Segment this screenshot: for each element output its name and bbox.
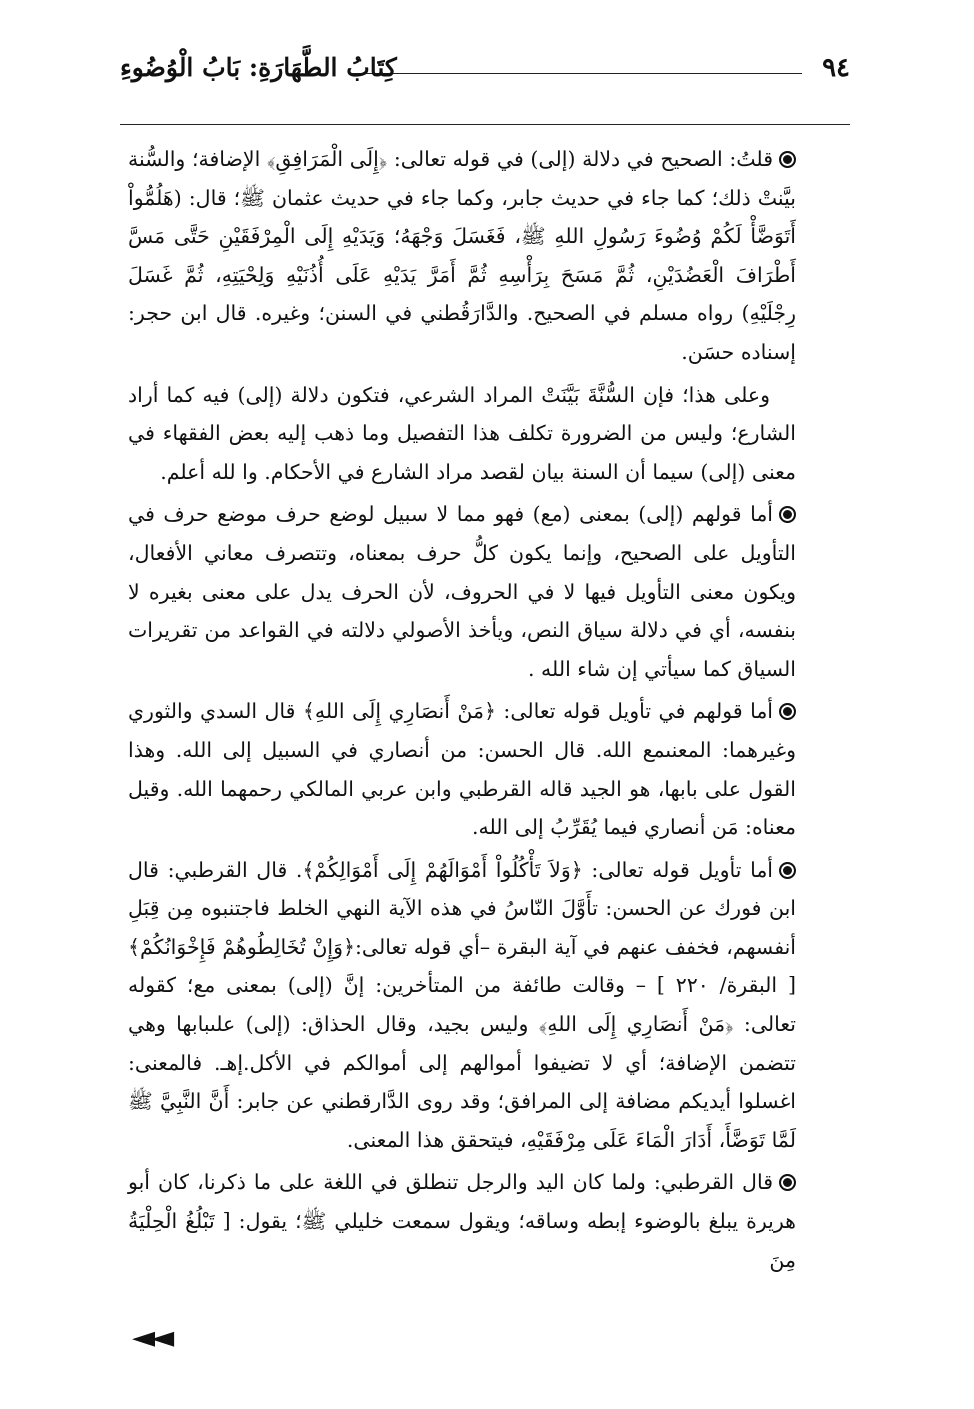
- running-title: كِتَابُ الطَّهَارَةِ: بَابُ الْوُضُوءِ: [120, 53, 397, 82]
- top-divider: [120, 124, 850, 125]
- paragraph-text: قال القرطبي: ولما كان اليد والرجل تنطلق في اللغة على ما ذكرنا، كان أبو هريرة يبلغ بالوضوء إبطه وساقه؛ ويقول سمعت خليلي ﷺ؛ يقول: [ تَبْلُغُ الْحِلْيَةُ مِنَ: [128, 1170, 796, 1272]
- paragraph: [128, 851, 796, 1160]
- bullet-icon: [779, 862, 796, 879]
- page-number: ٩٤: [822, 53, 850, 83]
- main-text: [128, 140, 796, 1283]
- bullet-icon: [779, 151, 796, 168]
- bullet-icon: [779, 1174, 796, 1191]
- paragraph-text: أما قولهم في تأويل قوله تعالى: ﴿مَنْ أَنصَارِي إِلَى اللهِ﴾ قال السدي والثوري وغيرهما: المعنىمع الله. قال الحسن: من أنصاري في السبيل إلى الله. وهذا القول على بابها، هو الجيد قاله القرطبي وابن عربي المالكي رحمهما الله. وقيل معناه: مَن أنصاري فيما يُقَرِّبُ إلى الله.: [128, 699, 796, 840]
- paragraph: [128, 1163, 796, 1279]
- continuation-marks: ◄◄: [132, 1320, 171, 1355]
- paragraph-text: قلتُ: الصحيح في دلالة (إلى) في قوله تعالى: ﴿إِلَى الْمَرَافِقِ﴾ الإضافة؛ والسُّنة بيَّنتْ ذلك؛ كما جاء في حديث جابر، وكما جاء في حديث عثمان ﷺ؛ قال: (هَلُمُّواْ أَتَوَضَّأْ لَكُمْ وُضُوءَ رَسُولِ اللهِ ﷺ، فَغَسَلَ وَجْهَهُ؛ وَيَدَيْهِ إِلَى الْمِرْفَقَيْنِ حَتَّى مَسَّ أَطْرَافَ الْعَضُدَيْنِ، ثُمَّ مَسَحَ بِرَأْسِهِ ثُمَّ أَمَرَّ يَدَيْهِ عَلَى أُذُنَيْهِ وَلِحْيَتِهِ، ثُمَّ غَسَلَ رِجْلَيْهِ) رواه مسلم في الصحيح. والدَّارَقُطني في السنن؛ وغيره. قال ابن حجر: إسناده حسَن.: [128, 147, 796, 364]
- paragraph-text: وعلى هذا؛ فإن السُّنَّةَ بَيَّنَتْ المراد الشرعي، فتكون دلالة (إلى) فيه كما أراد الشارع؛ وليس من الضرورة تكلف هذا التفصيل وما ذهب إليه بعض الفقهاء في معنى (إلى) سيما أن السنة بيان لقصد مراد الشارع في الأحكام. وا لله أعلم.: [128, 382, 796, 484]
- header-rule: [352, 73, 802, 74]
- page-header: [120, 50, 850, 90]
- bullet-icon: [779, 703, 796, 720]
- paragraph: [128, 692, 796, 846]
- paragraph: [128, 376, 796, 492]
- paragraph-text: أما تأويل قوله تعالى: ﴿وَلاَ تَأْكُلُواْ أَمْوَالَهُمْ إِلَى أَمْوَالِكُمْ﴾. قال القرطبي: قال ابن فورك عن الحسن: تأَوَّلَ النّاسُ في هذه الآية النهي الخلط فاجتنبوه مِن قِبَلِ أنفسهم، فخفف عنهم في آية البقرة –أي قوله تعالى:﴿وَإِنْ تُخَالِطُوهُمْ فَإِخْوَانُكُمْ﴾ [ البقرة/ ٢٢٠ ] – وقالت طائفة من المتأخرين: إنَّ (إلى) بمعنى مع؛ كقوله تعالى: ﴿مَنْ أَنصَارِي إِلَى اللهِ﴾ وليس بجيد، وقال الحذاق: (إلى) علىبابها وهي تتضمن الإضافة؛ أي لا تضيفوا أموالهم إلى أموالكم في الأكل.إهـ. فالمعنى: اغسلوا أيديكم مضافة إلى المرافق؛ وقد روى الدَّارقطني عن جابر: أَنَّ النَّبِيَّ ﷺ لَمَّا تَوَضَّأَ، أَدَارَ الْمَاءَ عَلَى مِرْفَقَيْهِ، فيتحقق هذا المعنى.: [128, 857, 796, 1152]
- paragraph-text: أما قولهم (إلى) بمعنى (مع) فهو مما لا سبيل لوضع حرف موضع حرف في التأويل على الصحيح، وإنما يكون كلُّ حرف بمعناه، وتتصرف معاني الأفعال، ويكون معنى التأويل فيها لا في الحروف، لأن الحرف يدل على معنى بغيره لا بنفسه، أي في دلالة سياق النص، ويأخذ الأصولي دلالته في القواعد من تقريرات السياق كما سيأتي إن شاء الله .: [128, 502, 796, 681]
- paragraph: [128, 140, 796, 372]
- paragraph: [128, 495, 796, 688]
- bullet-icon: [779, 506, 796, 523]
